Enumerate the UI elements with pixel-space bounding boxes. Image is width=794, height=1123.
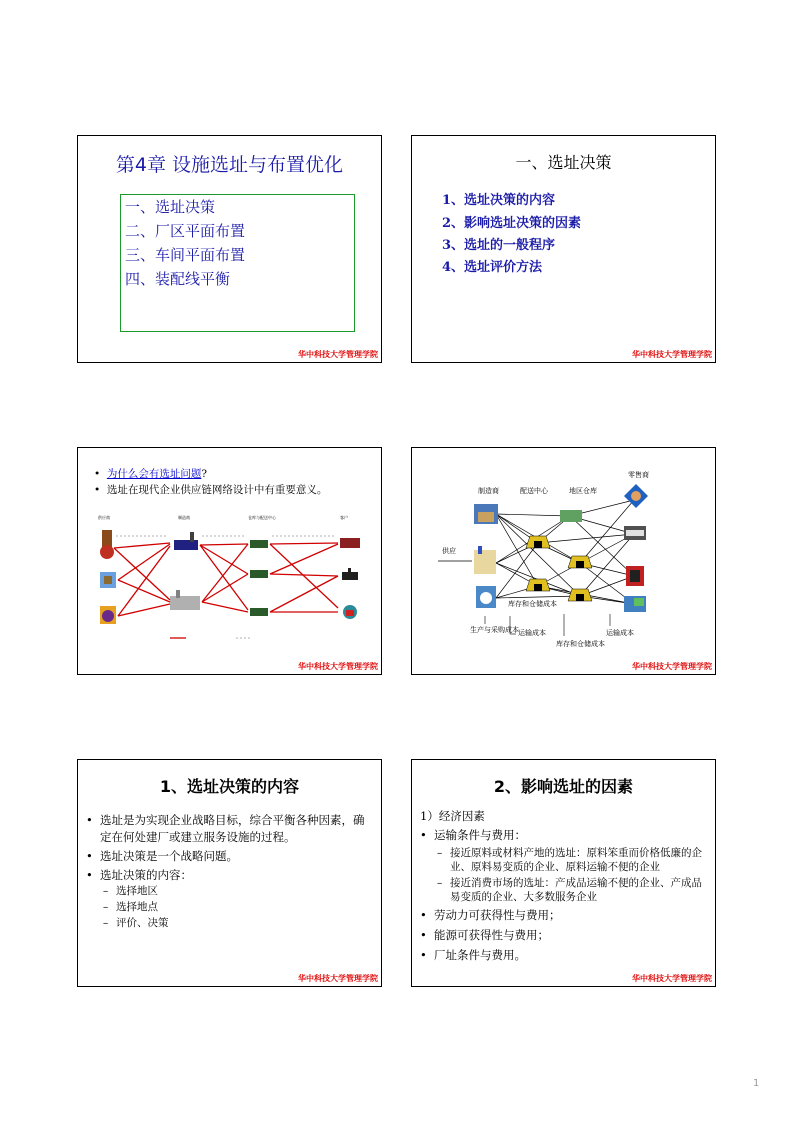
label-transport-cost: 运输成本 (518, 629, 546, 637)
sub-item: – 选择地区 (103, 885, 158, 897)
bullet: • 为什么会有选址问题? (94, 468, 208, 480)
outline-item: 一、选址决策 (125, 198, 216, 216)
customer-icon (340, 538, 360, 548)
sub-item: – 接近消费市场的选址：产成品运输不便的企业、产成品易变质的企业、大多数服务企业 (437, 877, 702, 903)
section-item: 1、选址决策的内容 (442, 193, 556, 208)
label-supply: 供应 (442, 547, 456, 555)
sub-item: – 评价、决策 (103, 917, 169, 929)
col-label: 客户 (340, 515, 348, 520)
warehouse-icon (526, 536, 550, 548)
sub-text: 接近原料或材料产地的选址：原料笨重而价格低廉的企业、原料易变质的企业、原料运输不便的企业 (450, 847, 702, 873)
retailer-icon (626, 566, 644, 586)
sub-text: 评价、决策 (116, 917, 169, 929)
customer-icon (342, 568, 358, 580)
bullet: • 选址决策的内容： (86, 868, 192, 882)
label-regional-wh: 地区仓库 (569, 487, 597, 495)
slide-footer: 华中科技大学管理学院 (632, 662, 712, 671)
supplier-icon (100, 606, 116, 624)
bullet: • 选址是为实现企业战略目标，综合平衡各种因素，确定在何处建厂或建立服务设施的过程。 (86, 813, 365, 844)
slide-footer: 华中科技大学管理学院 (298, 350, 378, 359)
sub-text: 选择地区 (116, 885, 158, 897)
bullet-text: 能源可获得性与费用； (434, 928, 549, 942)
production-cost-text: 生产与采购成本 (470, 626, 519, 634)
sub-text: 接近消费市场的选址：产成品运输不便的企业、产成品易变质的企业、大多数服务企业 (450, 877, 702, 903)
bullet: • 运输条件与费用： (420, 828, 526, 842)
bullet-text: 选址决策是一个战略问题。 (100, 849, 238, 863)
label-retailer: 零售商 (628, 471, 649, 479)
factory-icon (476, 586, 496, 608)
bullet-text: 选址决策的内容： (100, 868, 192, 882)
section-item: 4、选址评价方法 (442, 260, 543, 275)
sub-text: 选择地点 (116, 901, 158, 913)
slide-title: 2、影响选址的因素 (493, 777, 634, 796)
retailer-icon (624, 526, 646, 540)
slide-2 (411, 135, 716, 363)
retailer-icon (624, 596, 646, 612)
label-transport-cost: 运输成本 (606, 629, 634, 637)
manufacturer-icon (170, 590, 200, 610)
outline-item: 三、车间平面布置 (125, 246, 246, 264)
supplier-icon (100, 530, 114, 559)
outline-box (120, 194, 355, 332)
slide-footer: 华中科技大学管理学院 (632, 974, 712, 983)
slide-title: 一、选址决策 (515, 153, 612, 172)
warehouse-icon (568, 589, 592, 601)
bullet-text: 劳动力可获得性与费用； (434, 908, 561, 922)
bullet: • 选址在现代企业供应链网络设计中有重要意义。 (94, 484, 328, 496)
label-production-cost (470, 625, 519, 634)
customer-icon (343, 605, 357, 619)
bullet-suffix: ? (201, 468, 208, 480)
slide-3 (77, 447, 382, 675)
warehouse-icon (568, 556, 592, 568)
slide-footer: 华中科技大学管理学院 (632, 350, 712, 359)
page-number: 1 (753, 1078, 760, 1089)
bullet: • 劳动力可获得性与费用； (420, 908, 561, 922)
slide-title: 第4章 设施选址与布置优化 (115, 154, 344, 176)
question-link[interactable]: 为什么会有选址问题 (106, 468, 202, 480)
outline-item: 四、装配线平衡 (125, 270, 231, 288)
flow-arrows (114, 543, 338, 638)
slide-4 (411, 447, 716, 675)
warehouse-icon (250, 540, 268, 548)
retailer-icon (624, 484, 648, 508)
warehouse-icon (250, 608, 268, 616)
bullet: • 选址决策是一个战略问题。 (86, 849, 238, 863)
bullet: • 能源可获得性与费用； (420, 928, 549, 942)
supply-chain-diagram (78, 448, 381, 674)
col-label: 供应商 (98, 515, 110, 520)
factory-icon (474, 504, 498, 524)
col-label: 仓库与配送中心 (248, 515, 276, 520)
logistics-network-diagram (412, 448, 715, 674)
label-dc: 配送中心 (520, 487, 548, 495)
slide-footer: 华中科技大学管理学院 (298, 974, 378, 983)
warehouse-icon (250, 570, 268, 578)
intro-text: 1）经济因素 (420, 809, 485, 823)
factory-icon (474, 546, 496, 574)
bullet: • 厂址条件与费用。 (420, 948, 526, 962)
slide-1 (77, 135, 382, 363)
slide-footer: 华中科技大学管理学院 (298, 662, 378, 671)
sub-item: – 接近原料或材料产地的选址：原料笨重而价格低廉的企业、原料易变质的企业、原料运输不便的企业 (437, 847, 702, 873)
bullet-text: 厂址条件与费用。 (434, 948, 526, 962)
section-item: 3、选址的一般程序 (442, 238, 556, 253)
outline-item: 二、厂区平面布置 (125, 222, 246, 240)
slide-6 (411, 759, 716, 987)
warehouse-icon (560, 510, 582, 522)
slide-5 (77, 759, 382, 987)
slide-title: 1、选址决策的内容 (159, 777, 300, 796)
label-manufacturer: 制造商 (478, 487, 499, 495)
manufacturer-icon (174, 532, 198, 550)
col-label: 制造商 (178, 515, 190, 520)
bullet-text: 运输条件与费用： (434, 828, 526, 842)
bullet-text: 选址是为实现企业战略目标，综合平衡各种因素，确定在何处建厂或建立服务设施的过程。 (100, 813, 365, 844)
supplier-icon (100, 572, 116, 588)
label-inventory-cost: 库存和仓储成本 (556, 640, 605, 648)
section-item: 2、影响选址决策的因素 (442, 216, 582, 231)
sub-item: – 选择地点 (103, 901, 158, 913)
warehouse-icon (526, 579, 550, 591)
label-inventory-cost: 库存和仓储成本 (508, 600, 557, 608)
bullet-text: 选址在现代企业供应链网络设计中有重要意义。 (106, 484, 328, 496)
